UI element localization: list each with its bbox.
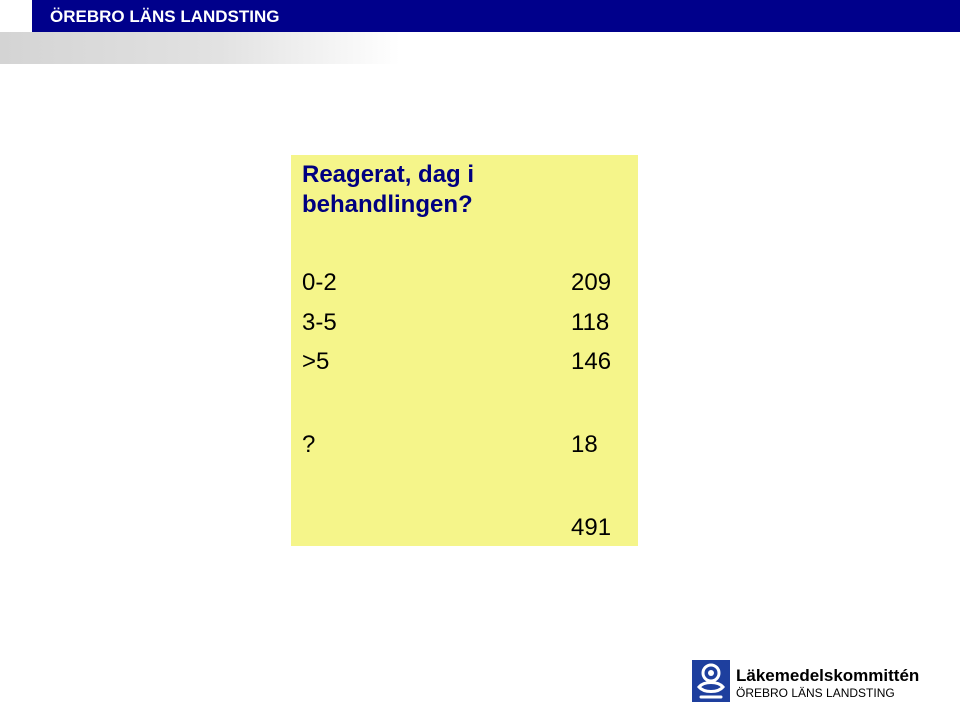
total-value: 491	[571, 514, 612, 541]
row-label-gt5: >5	[302, 348, 330, 375]
row-value-gt5: 146	[571, 348, 612, 375]
panel-title-line-2: behandlingen?	[302, 191, 473, 218]
row-label-0-2: 0-2	[302, 269, 337, 296]
panel-title	[302, 160, 602, 220]
row-label-3-5: 3-5	[302, 309, 337, 336]
header-title: ÖREBRO LÄNS LANDSTING	[50, 7, 280, 26]
header-gradient-strip	[0, 32, 400, 64]
row-label-unknown: ?	[302, 431, 316, 458]
footer-subtitle: ÖREBRO LÄNS LANDSTING	[736, 686, 895, 700]
row-value-0-2: 209	[571, 269, 612, 296]
panel-title-line-1: Reagerat, dag i	[302, 161, 475, 188]
row-value-3-5: 118	[571, 309, 610, 336]
header-bar	[32, 0, 960, 32]
footer-title: Läkemedelskommittén	[736, 666, 920, 685]
landsting-emblem-icon	[692, 660, 730, 702]
statistics-panel	[291, 155, 638, 546]
row-value-unknown: 18	[571, 431, 598, 458]
